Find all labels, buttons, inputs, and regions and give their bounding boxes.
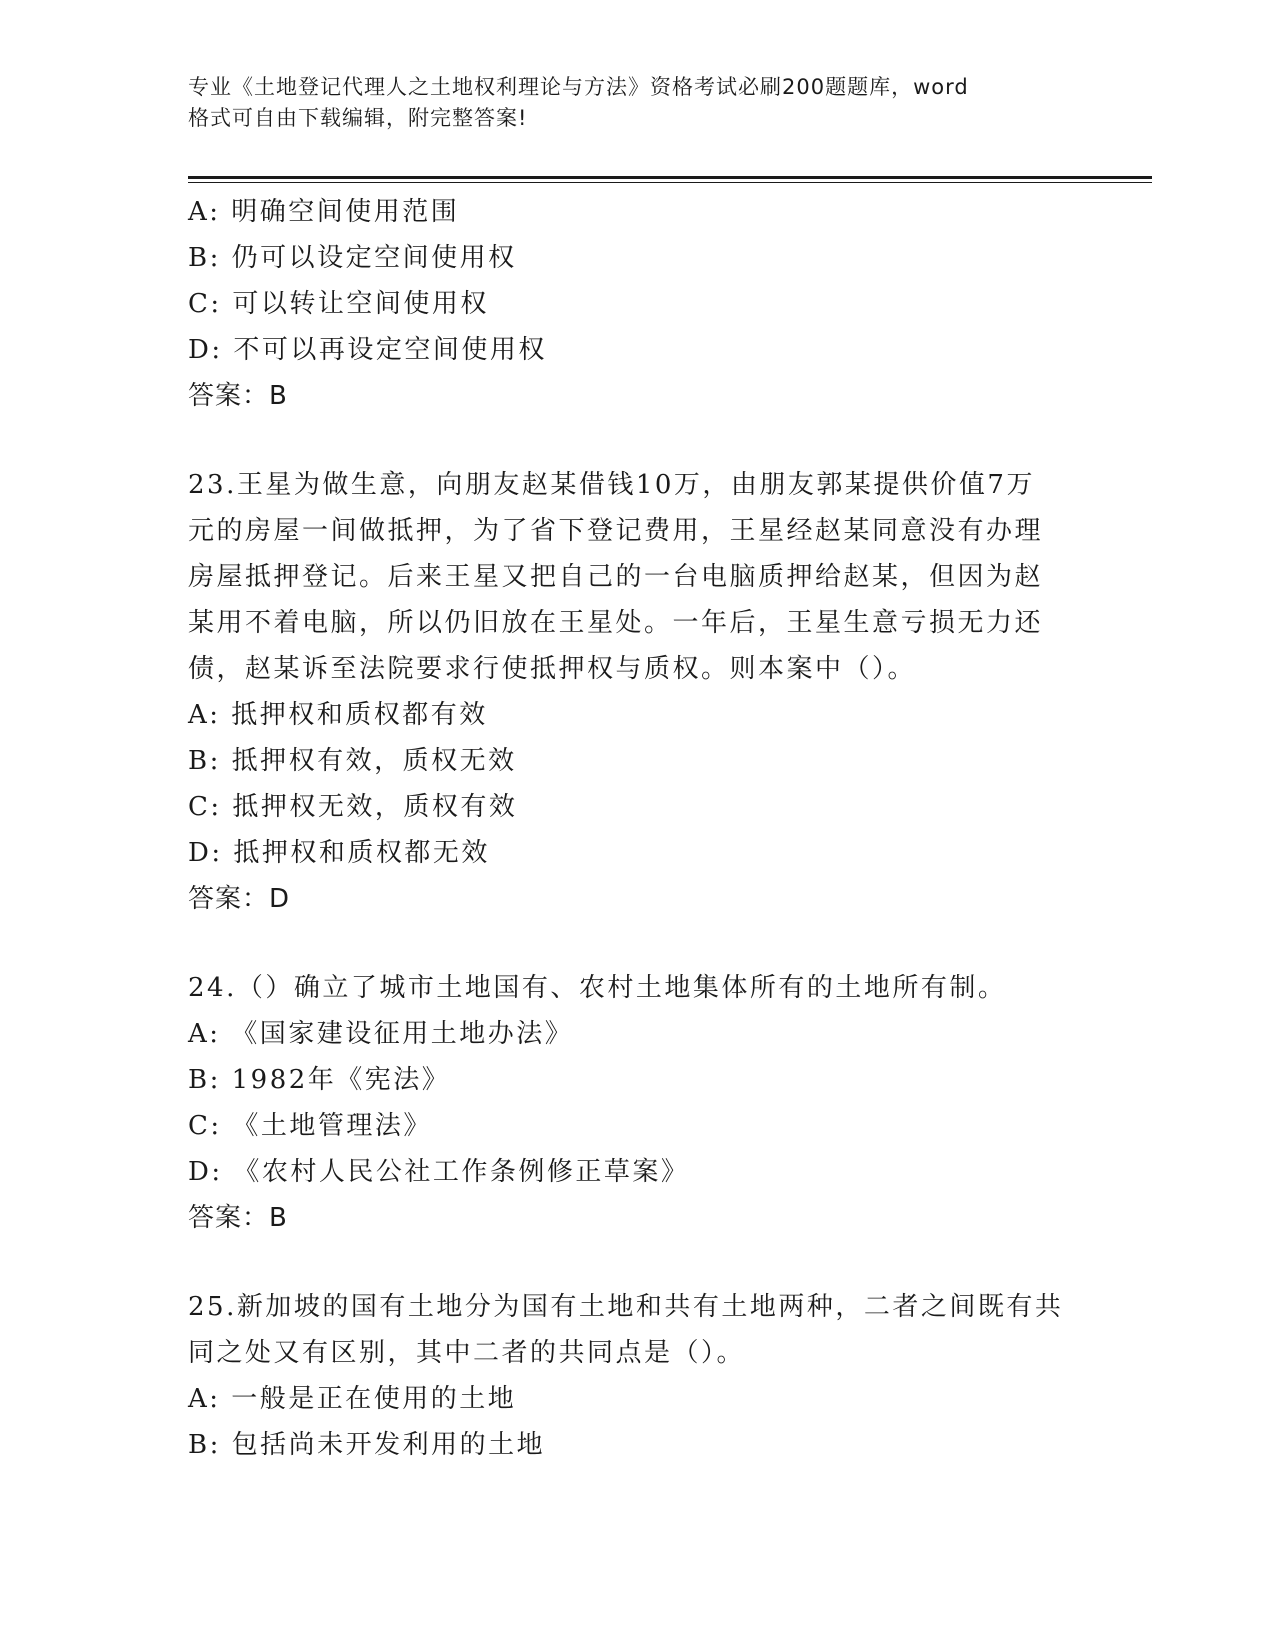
question-text-line: 23.王星为做生意，向朋友赵某借钱10万，由朋友郭某提供价值7万: [188, 470, 1035, 500]
answer-line: 答案：B: [188, 381, 288, 411]
question-list: [188, 189, 1088, 1468]
answer-line: 答案：B: [188, 1203, 288, 1233]
option-c: C: 《土地管理法》: [188, 1111, 432, 1141]
option-d: D: 抵押权和质权都无效: [188, 838, 490, 868]
question-text-line: 某用不着电脑，所以仍旧放在王星处。一年后，王星生意亏损无力还: [188, 608, 1044, 638]
question-text-line: 房屋抵押登记。后来王星又把自己的一台电脑质押给赵某，但因为赵: [188, 562, 1044, 592]
question-text-line: 25.新加坡的国有土地分为国有土地和共有土地两种，二者之间既有共: [188, 1292, 1064, 1322]
option-c: C: 抵押权无效，质权有效: [188, 792, 518, 822]
header-line-1: 专业《土地登记代理人之土地权利理论与方法》资格考试必刷200题题库，word: [188, 75, 969, 99]
header-rule-thick: [188, 176, 1152, 179]
option-a: A: 《国家建设征用土地办法》: [188, 1019, 574, 1049]
option-b: B: 抵押权有效，质权无效: [188, 746, 517, 776]
question-text-line: 债，赵某诉至法院要求行使抵押权与质权。则本案中（）。: [188, 654, 917, 684]
document-header: [188, 72, 1068, 134]
question-text-line: 同之处又有区别，其中二者的共同点是（）。: [188, 1338, 746, 1368]
option-b: B: 1982年《宪法》: [188, 1065, 451, 1095]
option-b: B: 包括尚未开发利用的土地: [188, 1430, 546, 1460]
question-25: [188, 1284, 1088, 1468]
option-a: A: 一般是正在使用的土地: [188, 1384, 517, 1414]
option-b: B: 仍可以设定空间使用权: [188, 243, 517, 273]
question-text-line: 24.（）确立了城市土地国有、农村土地集体所有的土地所有制。: [188, 973, 1007, 1003]
option-d: D: 不可以再设定空间使用权: [188, 335, 547, 365]
header-rule-thin: [188, 182, 1152, 183]
option-d: D: 《农村人民公社工作条例修正草案》: [188, 1157, 690, 1187]
question-block-prev: [188, 189, 1088, 419]
header-line-2: 格式可自由下载编辑，附完整答案!: [188, 106, 528, 130]
option-a: A: 抵押权和质权都有效: [188, 700, 488, 730]
answer-line: 答案：D: [188, 884, 291, 914]
option-c: C: 可以转让空间使用权: [188, 289, 489, 319]
question-24: [188, 965, 1088, 1241]
option-a: A: 明确空间使用范围: [188, 197, 460, 227]
question-text-line: 元的房屋一间做抵押，为了省下登记费用，王星经赵某同意没有办理: [188, 516, 1044, 546]
question-23: [188, 462, 1088, 922]
